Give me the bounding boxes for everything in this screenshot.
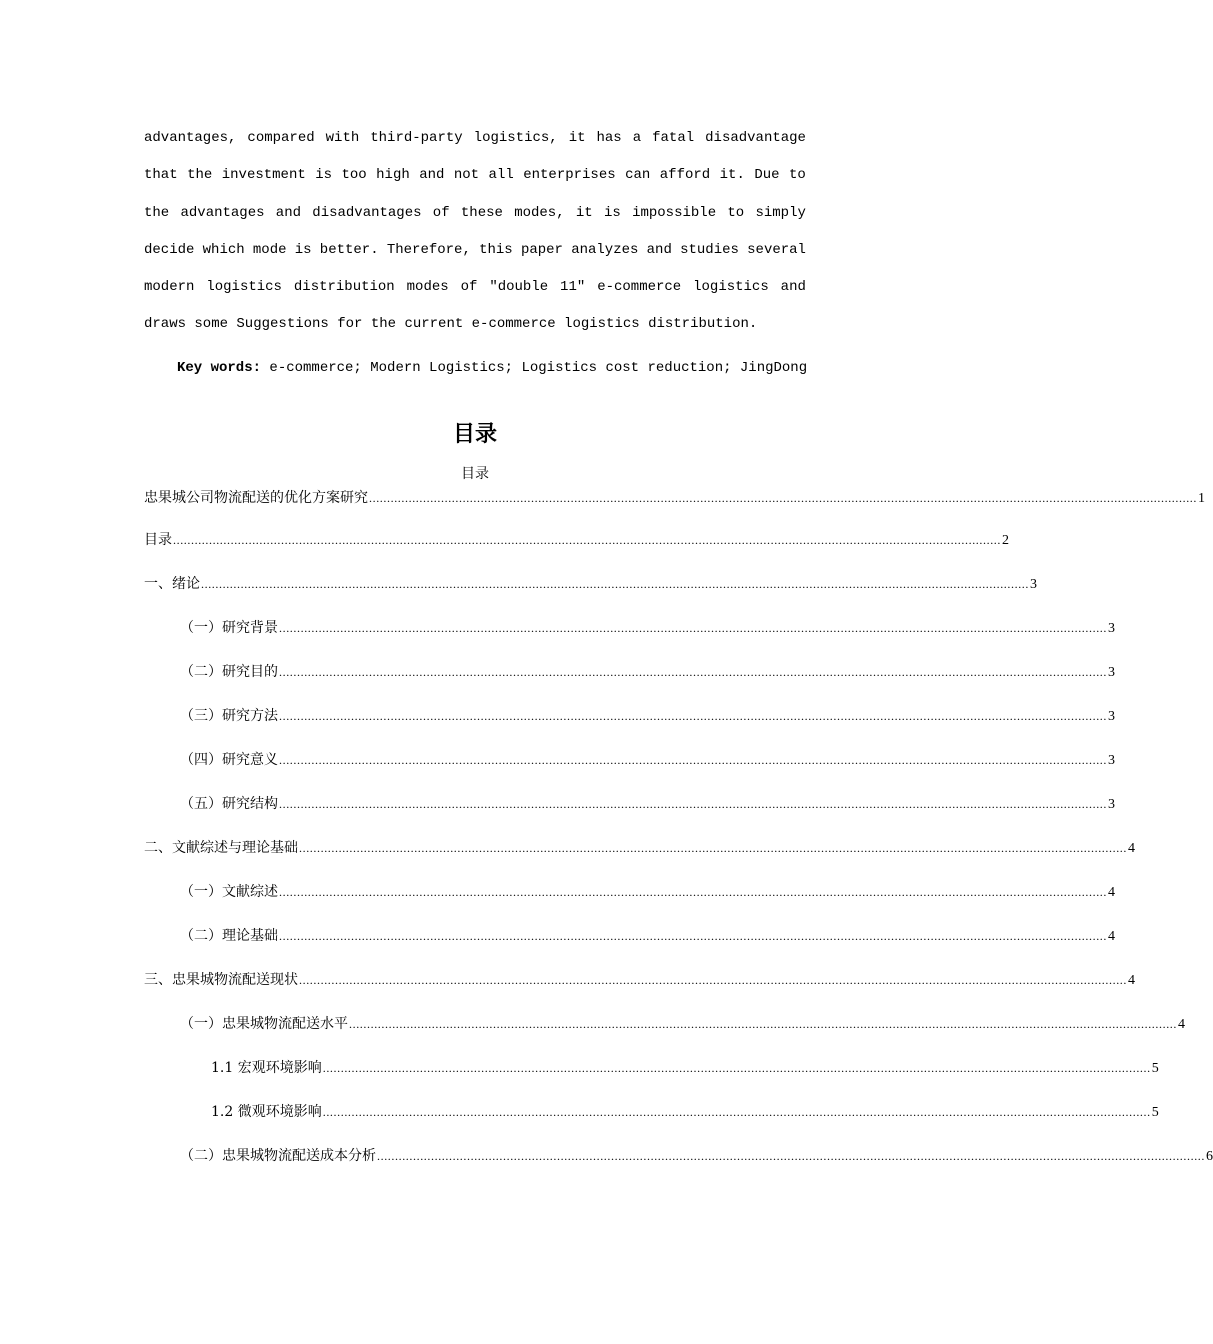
keywords-label: Key words: bbox=[177, 359, 262, 376]
toc-entry[interactable] bbox=[144, 750, 1115, 794]
abstract-word: this bbox=[479, 241, 513, 258]
abstract-word: several bbox=[747, 241, 806, 258]
toc-leader-dots: ...................................................................................................................................................................................................................................... bbox=[322, 1104, 1151, 1119]
abstract-word: the bbox=[144, 204, 170, 221]
table-of-contents bbox=[144, 488, 1213, 1190]
abstract-word: disadvantage bbox=[705, 130, 806, 146]
abstract-word: fatal bbox=[652, 130, 695, 146]
abstract-word: of bbox=[432, 204, 450, 221]
abstract-word: Due bbox=[754, 167, 780, 184]
toc-subheading: 目录 bbox=[461, 465, 489, 482]
abstract-word: the bbox=[187, 167, 213, 184]
toc-entry-page-number: 6 bbox=[1206, 1148, 1213, 1164]
toc-entry-title: （二）研究目的 bbox=[180, 663, 278, 680]
toc-leader-dots: ...................................................................................................................................................................................................................................... bbox=[173, 532, 1001, 547]
abstract-word: Therefore, bbox=[386, 241, 471, 258]
toc-entry-page-number: 1 bbox=[1198, 490, 1205, 506]
abstract-word: it. bbox=[719, 167, 745, 184]
abstract-word: logistics, bbox=[473, 130, 558, 146]
toc-entry[interactable] bbox=[144, 926, 1115, 970]
abstract-line bbox=[144, 157, 806, 194]
toc-entry-page-number: 4 bbox=[1108, 928, 1115, 944]
toc-leader-dots: ...................................................................................................................................................................................................................................... bbox=[279, 752, 1107, 767]
toc-entry-title: （三）研究方法 bbox=[180, 707, 278, 724]
abstract-word: e-commerce bbox=[471, 316, 556, 333]
abstract-word: a bbox=[632, 130, 642, 146]
toc-entry[interactable] bbox=[144, 794, 1115, 838]
toc-entry-page-number: 3 bbox=[1108, 708, 1115, 724]
abstract-word: current bbox=[404, 316, 464, 333]
abstract-word: distribution. bbox=[648, 316, 758, 333]
toc-entry-page-number: 5 bbox=[1151, 1104, 1159, 1120]
abstract-word: modern bbox=[144, 279, 195, 296]
toc-entry-page-number: 3 bbox=[1108, 796, 1115, 812]
toc-leader-dots: ...................................................................................................................................................................................................................................... bbox=[279, 796, 1107, 811]
abstract-word: is bbox=[603, 204, 621, 221]
abstract-word: logistics bbox=[564, 316, 640, 333]
toc-entry[interactable] bbox=[144, 1014, 1185, 1058]
toc-entry[interactable] bbox=[144, 1146, 1213, 1190]
abstract-word: impossible bbox=[632, 204, 717, 221]
abstract-word: advantages, bbox=[144, 130, 237, 146]
abstract-word: disadvantages bbox=[312, 204, 422, 221]
abstract-word: high bbox=[376, 167, 410, 184]
abstract-line bbox=[144, 120, 806, 157]
abstract-word: some bbox=[194, 316, 229, 333]
abstract-word: logistics bbox=[206, 279, 282, 296]
toc-entry-title: 忠果城公司物流配送的优化方案研究 bbox=[144, 489, 368, 506]
toc-entry-title: 1.1 宏观环境影响 bbox=[211, 1059, 322, 1076]
abstract-line bbox=[144, 306, 806, 343]
abstract-word: simply bbox=[755, 204, 806, 221]
toc-entry[interactable] bbox=[144, 618, 1115, 662]
abstract-word: analyzes bbox=[571, 241, 639, 258]
toc-entry-page-number: 3 bbox=[1030, 576, 1037, 592]
toc-entry-title: 一、绪论 bbox=[144, 575, 200, 592]
abstract-word: mode bbox=[252, 241, 287, 258]
abstract-word: compared bbox=[247, 130, 315, 146]
toc-entry-page-number: 4 bbox=[1128, 840, 1135, 856]
toc-leader-dots: ...................................................................................................................................................................................................................................... bbox=[279, 928, 1107, 943]
toc-entry[interactable] bbox=[144, 662, 1115, 706]
toc-leader-dots: ...................................................................................................................................................................................................................................... bbox=[201, 576, 1029, 591]
toc-entry[interactable] bbox=[144, 706, 1115, 750]
toc-entry[interactable] bbox=[144, 838, 1135, 882]
abstract-word: too bbox=[341, 167, 367, 184]
abstract-word: to bbox=[788, 167, 806, 184]
abstract-word: enterprises bbox=[523, 167, 616, 184]
toc-leader-dots: ...................................................................................................................................................................................................................................... bbox=[377, 1148, 1205, 1163]
abstract-word: studies bbox=[680, 241, 739, 258]
abstract-line bbox=[144, 269, 806, 306]
abstract-word: draws bbox=[144, 316, 187, 333]
abstract-text bbox=[144, 120, 806, 344]
abstract-word: is bbox=[315, 167, 333, 184]
abstract-word: not bbox=[453, 167, 480, 184]
toc-leader-dots: ...................................................................................................................................................................................................................................... bbox=[299, 840, 1127, 855]
abstract-word: modes bbox=[406, 279, 449, 296]
abstract-word: the bbox=[370, 316, 397, 333]
abstract-line bbox=[144, 195, 806, 232]
toc-entry[interactable] bbox=[144, 970, 1135, 1014]
toc-entry[interactable] bbox=[144, 882, 1115, 926]
abstract-word: better. bbox=[319, 241, 379, 258]
toc-leader-dots: ...................................................................................................................................................................................................................................... bbox=[279, 708, 1107, 723]
abstract-word: logistics bbox=[693, 279, 769, 296]
toc-entry[interactable] bbox=[144, 530, 1009, 574]
toc-entry-title: 二、文献综述与理论基础 bbox=[144, 839, 298, 856]
toc-entry-title: （五）研究结构 bbox=[180, 795, 278, 812]
toc-entry-title: （一）研究背景 bbox=[180, 619, 278, 636]
abstract-word: of bbox=[460, 279, 478, 296]
toc-entry-title: （四）研究意义 bbox=[180, 751, 278, 768]
toc-entry-page-number: 4 bbox=[1128, 972, 1135, 988]
toc-entry-page-number: 3 bbox=[1108, 752, 1115, 768]
toc-entry-title: 目录 bbox=[144, 531, 172, 548]
abstract-word: and bbox=[780, 279, 806, 296]
abstract-word: investment bbox=[221, 167, 306, 184]
abstract-word: has bbox=[596, 130, 622, 146]
abstract-word: e-commerce bbox=[597, 279, 682, 296]
keywords-text: e-commerce; Modern Logistics; Logistics cost reduction; JingDong bbox=[269, 359, 808, 376]
toc-heading: 目录 bbox=[452, 421, 497, 447]
abstract-line bbox=[144, 232, 806, 269]
toc-leader-dots: ...................................................................................................................................................................................................................................... bbox=[299, 972, 1127, 987]
abstract-word: can bbox=[625, 167, 651, 184]
toc-entry[interactable] bbox=[144, 1102, 1159, 1146]
abstract-word: it bbox=[568, 130, 586, 146]
abstract-word: modes, bbox=[514, 204, 565, 221]
abstract-word: is bbox=[294, 241, 312, 258]
toc-entry-page-number: 4 bbox=[1178, 1016, 1185, 1032]
toc-entry-title: （二）理论基础 bbox=[180, 927, 278, 944]
abstract-word: "double bbox=[489, 279, 549, 296]
keywords bbox=[144, 358, 806, 378]
abstract-word: all bbox=[488, 167, 514, 184]
abstract-word: and bbox=[419, 167, 445, 184]
abstract-word: advantages bbox=[180, 204, 265, 221]
toc-entry-title: 1.2 微观环境影响 bbox=[211, 1103, 322, 1120]
toc-entry-title: （一）文献综述 bbox=[180, 883, 278, 900]
abstract-word: decide bbox=[144, 241, 195, 258]
abstract-word: Suggestions bbox=[236, 316, 329, 333]
abstract-word: with bbox=[325, 130, 360, 146]
toc-leader-dots: ...................................................................................................................................................................................................................................... bbox=[369, 490, 1197, 505]
toc-leader-dots: ...................................................................................................................................................................................................................................... bbox=[322, 1060, 1151, 1075]
abstract-word: paper bbox=[520, 241, 563, 258]
document-page bbox=[144, 120, 1213, 1190]
toc-leader-dots: ...................................................................................................................................................................................................................................... bbox=[349, 1016, 1177, 1031]
toc-entry[interactable] bbox=[144, 574, 1037, 618]
toc-entry-page-number: 2 bbox=[1002, 532, 1009, 548]
toc-entry-page-number: 4 bbox=[1108, 884, 1115, 900]
abstract-word: afford bbox=[659, 167, 711, 184]
abstract-word: for bbox=[337, 316, 363, 333]
abstract-word: third-party bbox=[370, 130, 463, 146]
abstract-word: to bbox=[727, 204, 745, 221]
toc-entry-page-number: 5 bbox=[1151, 1060, 1159, 1076]
abstract-word: and bbox=[275, 204, 302, 221]
toc-leader-dots: ...................................................................................................................................................................................................................................... bbox=[279, 884, 1107, 899]
toc-entry-page-number: 3 bbox=[1108, 620, 1115, 636]
abstract-word: which bbox=[202, 241, 245, 258]
toc-leader-dots: ...................................................................................................................................................................................................................................... bbox=[279, 664, 1107, 679]
toc-entry-page-number: 3 bbox=[1108, 664, 1115, 680]
abstract-word: 11" bbox=[560, 279, 586, 296]
toc-entry[interactable] bbox=[144, 488, 1205, 530]
abstract-word: distribution bbox=[293, 279, 395, 296]
toc-entry-title: （一）忠果城物流配送水平 bbox=[180, 1015, 348, 1032]
abstract-word: it bbox=[575, 204, 593, 221]
abstract-word: that bbox=[144, 167, 178, 184]
toc-entry[interactable] bbox=[144, 1058, 1159, 1102]
abstract-word: these bbox=[460, 204, 503, 221]
toc-entry-title: 三、忠果城物流配送现状 bbox=[144, 971, 298, 988]
toc-entry-title: （二）忠果城物流配送成本分析 bbox=[180, 1147, 376, 1164]
abstract-word: and bbox=[646, 241, 672, 258]
toc-leader-dots: ...................................................................................................................................................................................................................................... bbox=[279, 620, 1107, 635]
